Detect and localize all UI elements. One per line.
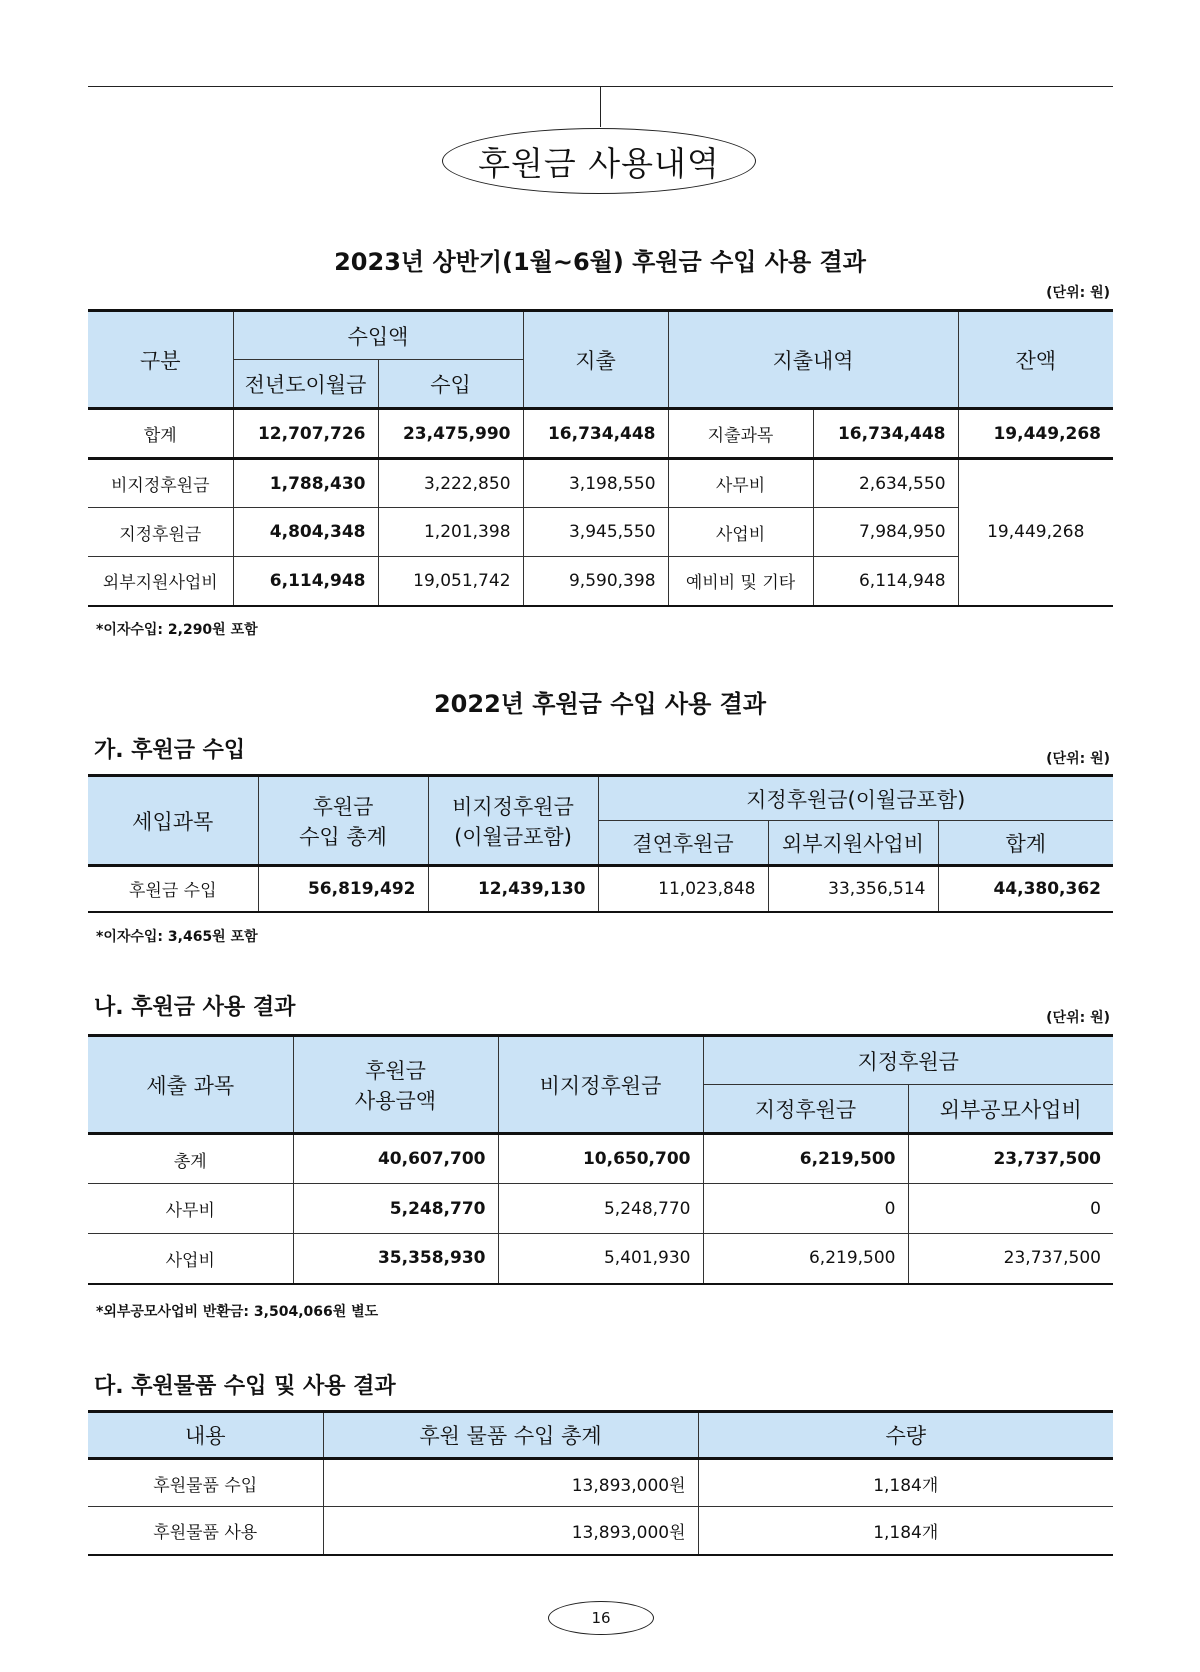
carryover-value: 1,788,430 (233, 459, 378, 508)
income-unit: (단위: 원) (1046, 751, 1110, 767)
external-value: 0 (908, 1184, 1113, 1234)
detail-label: 사업비 (668, 508, 813, 557)
header-total (258, 776, 428, 866)
carryover-value: 12,707,726 (233, 409, 378, 459)
table-row-total (88, 409, 1113, 459)
header-expense-detail: 지출내역 (668, 311, 958, 409)
total-value: 56,819,492 (258, 866, 428, 912)
amount-value: 5,248,770 (293, 1184, 498, 1234)
header-nondesignated: 비지정후원금 (498, 1036, 703, 1134)
nondesignated-value: 5,248,770 (498, 1184, 703, 1234)
quantity-value: 1,184개 (698, 1507, 1113, 1555)
header-nondesignated (428, 776, 598, 866)
section-2022-heading: 2022년 후원금 수입 사용 결과 (433, 690, 767, 718)
expense-value: 9,590,398 (523, 557, 668, 606)
table-row (88, 1134, 1113, 1184)
carryover-value: 6,114,948 (233, 557, 378, 606)
amount-value: 35,358,930 (293, 1234, 498, 1284)
header-balance: 잔액 (958, 311, 1113, 409)
table-2022-income (88, 774, 1113, 913)
header-external: 외부공모사업비 (908, 1085, 1113, 1134)
quantity-value: 1,184개 (698, 1459, 1113, 1507)
detail-amount: 2,634,550 (813, 459, 958, 508)
income-value: 19,051,742 (378, 557, 523, 606)
income-value: 23,475,990 (378, 409, 523, 459)
header-designated: 지정후원금(이월금포함) (598, 776, 1113, 821)
header-expense: 지출 (523, 311, 668, 409)
detail-amount: 16,734,448 (813, 409, 958, 459)
header-carryover: 전년도이월금 (233, 360, 378, 409)
table-row (88, 1184, 1113, 1234)
expense-value: 3,198,550 (523, 459, 668, 508)
carryover-value: 4,804,348 (233, 508, 378, 557)
row-label: 지정후원금 (88, 508, 233, 557)
header-goods-total: 후원 물품 수입 총계 (323, 1412, 698, 1459)
income-note: *이자수입: 3,465원 포함 (96, 929, 258, 945)
usage-subheading: 나. 후원금 사용 결과 (94, 995, 296, 1020)
row-label: 외부지원사업비 (88, 557, 233, 606)
header-account: 세출 과목 (88, 1036, 293, 1134)
external-value: 23,737,500 (908, 1134, 1113, 1184)
header-amount-line2: 사용금액 (354, 1088, 437, 1113)
amount-value: 40,607,700 (293, 1134, 498, 1184)
row-label: 사무비 (88, 1184, 293, 1234)
sum-value: 44,380,362 (938, 866, 1113, 912)
table-row (88, 1459, 1113, 1507)
header-account: 세입과목 (88, 776, 258, 866)
expense-value: 16,734,448 (523, 409, 668, 459)
table-row (88, 1507, 1113, 1555)
row-label: 비지정후원금 (88, 459, 233, 508)
goods-subheading: 다. 후원물품 수입 및 사용 결과 (94, 1374, 396, 1399)
page-title: 후원금 사용내역 (442, 128, 756, 194)
header-designated: 지정후원금 (703, 1036, 1113, 1085)
header-income-sub: 수입 (378, 360, 523, 409)
row-label: 후원물품 사용 (88, 1507, 323, 1555)
table-row (88, 459, 1113, 508)
balance-value: 19,449,268 (958, 409, 1113, 459)
row-label: 총계 (88, 1134, 293, 1184)
goods-total-value: 13,893,000원 (323, 1459, 698, 1507)
section-2023-heading: 2023년 상반기(1월~6월) 후원금 수입 사용 결과 (334, 248, 866, 276)
detail-amount: 6,114,948 (813, 557, 958, 606)
usage-note: *외부공모사업비 반환금: 3,504,066원 별도 (96, 1304, 379, 1320)
section-2023-unit: (단위: 원) (1046, 285, 1110, 301)
header-total-line1: 후원금 (312, 794, 374, 819)
header-content: 내용 (88, 1412, 323, 1459)
table-2023-income-usage (88, 309, 1113, 607)
table-row (88, 866, 1113, 912)
header-amount (293, 1036, 498, 1134)
sponsorship-value: 11,023,848 (598, 866, 768, 912)
header-external: 외부지원사업비 (768, 821, 938, 866)
row-label: 합계 (88, 409, 233, 459)
table-2022-usage (88, 1034, 1113, 1285)
nondesignated-value: 12,439,130 (428, 866, 598, 912)
detail-amount: 7,984,950 (813, 508, 958, 557)
goods-total-value: 13,893,000원 (323, 1507, 698, 1555)
detail-label: 예비비 및 기타 (668, 557, 813, 606)
usage-unit: (단위: 원) (1046, 1010, 1110, 1026)
income-value: 1,201,398 (378, 508, 523, 557)
header-sum: 합계 (938, 821, 1113, 866)
header-category: 구분 (88, 311, 233, 409)
designated-value: 6,219,500 (703, 1234, 908, 1284)
nondesignated-value: 5,401,930 (498, 1234, 703, 1284)
header-amount-line1: 후원금 (365, 1058, 426, 1083)
page-number: 16 (548, 1601, 654, 1635)
table-2022-goods (88, 1410, 1113, 1556)
header-sponsorship: 결연후원금 (598, 821, 768, 866)
header-quantity: 수량 (698, 1412, 1113, 1459)
income-subheading: 가. 후원금 수입 (94, 738, 246, 763)
header-total-line2: 수입 총계 (299, 824, 387, 849)
external-value: 23,737,500 (908, 1234, 1113, 1284)
merged-balance-value: 19,449,268 (958, 459, 1113, 606)
header-nondesignated-line1: 비지정후원금 (452, 794, 574, 819)
row-label: 사업비 (88, 1234, 293, 1284)
income-value: 3,222,850 (378, 459, 523, 508)
header-income: 수입액 (233, 311, 523, 360)
section-2023-note: *이자수입: 2,290원 포함 (96, 622, 258, 638)
external-value: 33,356,514 (768, 866, 938, 912)
top-rule-tick (600, 87, 601, 127)
designated-value: 0 (703, 1184, 908, 1234)
nondesignated-value: 10,650,700 (498, 1134, 703, 1184)
detail-label: 사무비 (668, 459, 813, 508)
designated-value: 6,219,500 (703, 1134, 908, 1184)
row-label: 후원금 수입 (88, 866, 258, 912)
header-designated-sub: 지정후원금 (703, 1085, 908, 1134)
row-label: 후원물품 수입 (88, 1459, 323, 1507)
detail-label: 지출과목 (668, 409, 813, 459)
table-row (88, 1234, 1113, 1284)
header-nondesignated-line2: (이월금포함) (454, 824, 572, 849)
expense-value: 3,945,550 (523, 508, 668, 557)
